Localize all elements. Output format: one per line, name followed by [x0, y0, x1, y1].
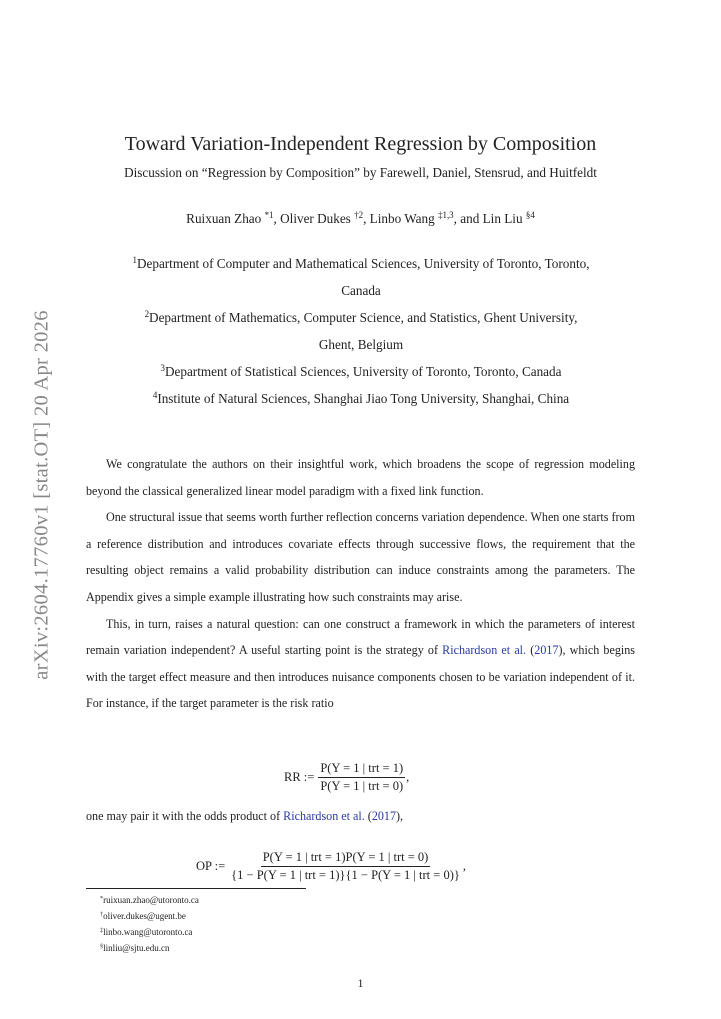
equation-punct: , [406, 770, 410, 784]
paragraph [86, 809, 635, 824]
affiliation-number: 3 [160, 363, 165, 374]
footnote [100, 892, 199, 908]
affiliation [86, 385, 636, 412]
footnote-email-link[interactable]: oliver.dukes@ugent.be [103, 911, 186, 921]
citation-link[interactable]: Richardson et al. [283, 809, 365, 823]
arxiv-sidebar-stamp [22, 290, 62, 700]
affiliation-number: 1 [132, 255, 137, 266]
equation-fraction [318, 761, 405, 794]
affiliation [86, 358, 636, 385]
author-mark: §4 [525, 210, 535, 221]
footnote-divider [86, 888, 306, 889]
author-name: Linbo Wang [369, 211, 438, 226]
page-number: 1 [357, 976, 364, 990]
equation-numerator: P(Y = 1 | trt = 1) [318, 761, 405, 778]
paragraph-text: ( [526, 643, 535, 658]
paragraph-text: one may pair it with the odds product of [86, 809, 284, 823]
paragraph: One structural issue that seems worth further reflection concerns variation dependence. When one starts from a reference distribution and introduces covariate effects through successive flows, the requirement that the resulting object remains a valid probability distribution can induce constraints among the parameters. The Appendix gives a simple example illustrating how such constraints may arise. [86, 510, 635, 604]
affiliation [86, 250, 636, 304]
citation-year-link[interactable]: 2017 [534, 643, 559, 658]
footnote [100, 924, 199, 940]
footnote-mark: § [100, 942, 104, 950]
footnote-mark: † [100, 910, 104, 918]
footnote-mark: * [100, 894, 104, 902]
affiliation-text: Institute of Natural Sciences, Shanghai Jiao Tong University, Shanghai, China [157, 391, 570, 406]
footnote [100, 940, 199, 956]
affiliation-number: 2 [144, 309, 150, 320]
paragraph-text: This, in turn, raises a natural question: can one construct a framework in which the parameters of interest remain variation independent? A useful starting point is the strategy of [86, 616, 635, 658]
affiliation-list [86, 250, 636, 412]
author-list [0, 211, 721, 227]
author-sep: , [363, 211, 370, 226]
paragraph-text: ), which begins with the target effect measure and then introduces nuisance components chosen to be variation independent of it. For instance, if the target parameter is the risk ratio [86, 643, 635, 711]
paper-subtitle: Discussion on “Regression by Composition” by Farewell, Daniel, Stensrud, and Huitfeldt [124, 165, 597, 180]
body-text [86, 451, 635, 717]
risk-ratio-equation [284, 761, 409, 794]
author-name: Ruixuan Zhao [186, 211, 265, 226]
paper-title: Toward Variation-Independent Regression by Composition [124, 133, 597, 155]
citation-link[interactable]: Richardson et al. [442, 643, 527, 658]
affiliation-text: Department of Computer and Mathematical Sciences, University of Toronto, Toronto, [136, 256, 590, 271]
equation-numerator: P(Y = 1 | trt = 1)P(Y = 1 | trt = 0) [261, 850, 431, 867]
paragraph-text: ), [396, 809, 404, 823]
footnote-email-link[interactable]: linliu@sjtu.edu.cn [103, 943, 170, 953]
equation-punct: , [462, 859, 466, 873]
footnote [100, 908, 199, 924]
footnote-email-link[interactable]: linbo.wang@utoronto.ca [103, 927, 193, 937]
footnotes [100, 892, 199, 956]
author-mark: †2 [354, 210, 364, 221]
footnote-email-link[interactable]: ruixuan.zhao@utoronto.ca [103, 895, 199, 905]
paragraph-text: ( [364, 809, 372, 823]
equation-denominator: {1 − P(Y = 1 | trt = 1)}{1 − P(Y = 1 | trt = 0)} [231, 868, 460, 882]
odds-product-equation [196, 850, 466, 883]
paragraph [86, 611, 635, 717]
affiliation [86, 304, 636, 358]
author-sep: , and [453, 211, 483, 226]
affiliation-text: Department of Mathematics, Computer Science, and Statistics, Ghent University, [149, 310, 578, 325]
paragraph: We congratulate the authors on their insightful work, which broadens the scope of regression modeling beyond the classical generalized linear model paradigm with a fixed link function. [86, 457, 635, 498]
affiliation-text: Canada [341, 283, 381, 298]
affiliation-text: Department of Statistical Sciences, University of Toronto, Toronto, Canada [164, 364, 562, 379]
author-mark: *1 [264, 210, 274, 221]
author-name: Oliver Dukes [280, 211, 355, 226]
author-name: Lin Liu [482, 211, 526, 226]
citation-year-link[interactable]: 2017 [371, 809, 397, 823]
affiliation-number: 4 [152, 390, 158, 401]
author-sep: , [273, 211, 281, 226]
equation-fraction [229, 850, 462, 883]
affiliation-text: Ghent, Belgium [318, 337, 404, 352]
footnote-mark: ‡ [100, 926, 104, 934]
equation-lhs: OP := [196, 859, 226, 873]
equation-lhs: RR := [284, 770, 315, 784]
author-mark: ‡1,3 [437, 210, 454, 221]
equation-denominator: P(Y = 1 | trt = 0) [320, 779, 404, 793]
arxiv-identifier: arXiv:2604.17760v1 [stat.OT] 20 Apr 2026 [30, 310, 53, 680]
